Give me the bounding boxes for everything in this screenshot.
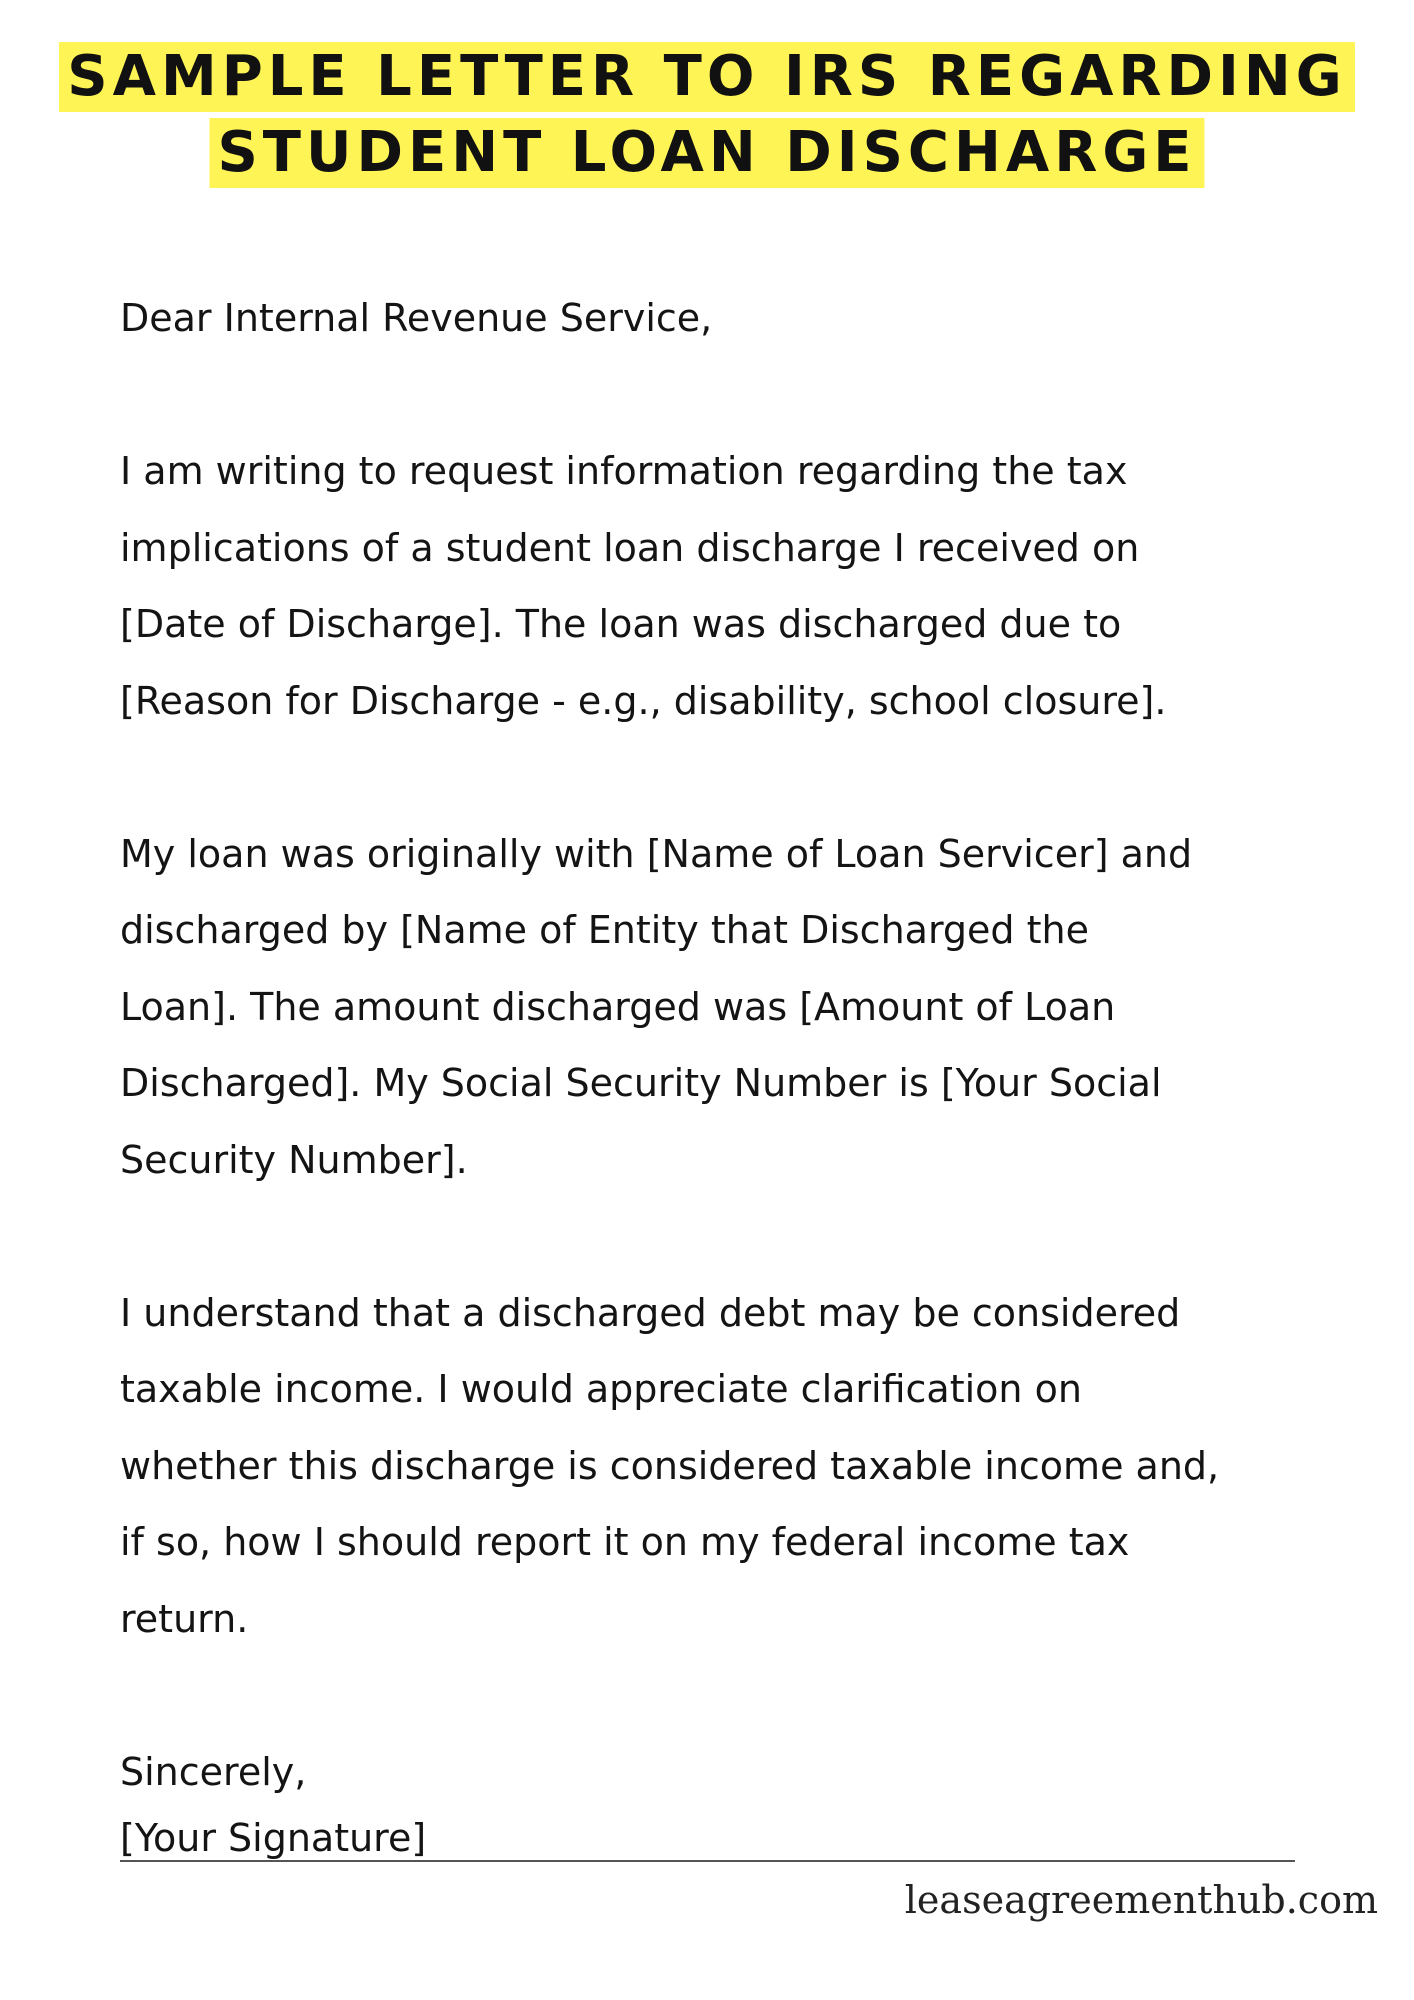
- signature-placeholder: [Your Signature]: [120, 1816, 427, 1860]
- paragraph-spacer: [120, 357, 1350, 434]
- paragraph-spacer: [120, 1198, 1350, 1275]
- paragraph-line: [Reason for Discharge - e.g., disability, school closure].: [120, 678, 1167, 723]
- paragraph-line: taxable income. I would appreciate clarification on: [120, 1367, 1082, 1411]
- paragraph-line: if so, how I should report it on my federal income tax: [120, 1520, 1130, 1564]
- paragraph-line: I am writing to request information regarding the tax: [120, 449, 1128, 493]
- signature-line: [120, 1860, 1295, 1862]
- paragraph-line: I understand that a discharged debt may be considered: [120, 1290, 1181, 1335]
- title-line-2: STUDENT LOAN DISCHARGE: [209, 118, 1204, 188]
- salutation: Dear Internal Revenue Service,: [120, 296, 713, 340]
- paragraph-1: [120, 433, 1350, 739]
- paragraph-line: return.: [120, 1596, 249, 1641]
- paragraph-spacer: [120, 739, 1350, 816]
- paragraph-3: [120, 1275, 1350, 1658]
- paragraph-line: Security Number].: [120, 1137, 468, 1182]
- paragraph-line: My loan was originally with [Name of Loan Servicer] and: [120, 831, 1193, 876]
- page-title: [0, 42, 1414, 185]
- paragraph-line: whether this discharge is considered taxable income and,: [120, 1443, 1220, 1488]
- paragraph-line: discharged by [Name of Entity that Discharged the: [120, 908, 1089, 952]
- paragraph-line: Discharged]. My Social Security Number is [Your Social: [120, 1061, 1162, 1105]
- paragraph-2: [120, 816, 1350, 1199]
- letter-body: [120, 280, 1350, 1810]
- closing: Sincerely,: [120, 1749, 307, 1794]
- paragraph-line: implications of a student loan discharge I received on: [120, 525, 1140, 570]
- website-watermark[interactable]: leaseagreementhub.com: [904, 1878, 1378, 1922]
- paragraph-line: [Date of Discharge]. The loan was discharged due to: [120, 602, 1122, 646]
- paragraph-spacer: [120, 1657, 1350, 1734]
- title-line-1: SAMPLE LETTER TO IRS REGARDING: [59, 42, 1354, 112]
- paragraph-line: Loan]. The amount discharged was [Amount of Loan: [120, 984, 1116, 1029]
